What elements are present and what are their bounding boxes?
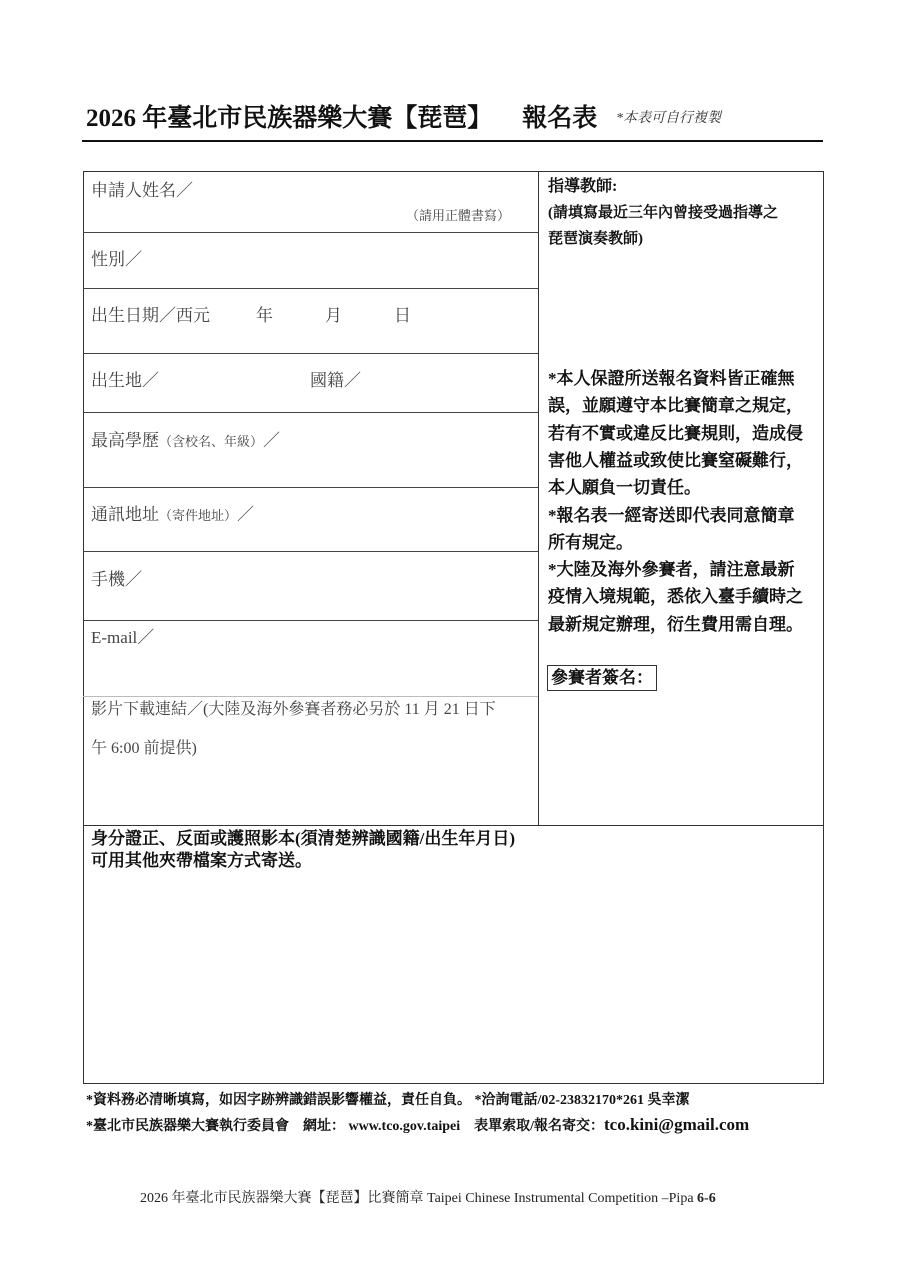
- submit-label: 表單索取/報名寄交：: [474, 1119, 604, 1134]
- address-label: 通訊地址: [91, 505, 159, 524]
- page-number: 6-6: [697, 1191, 716, 1206]
- declaration-line: 所有規定。: [548, 532, 633, 552]
- footer-note: *資料務必清晰填寫，如因字跡辨識錯誤影響權益，責任自負。 *洽詢電話/02-23832170*261 吳幸潔: [86, 1093, 690, 1108]
- page-footer: [140, 1187, 716, 1207]
- row-divider: [83, 412, 538, 413]
- id-copy-section[interactable]: [91, 828, 515, 872]
- video-link-note: 午 6:00 前提供): [91, 740, 197, 757]
- copy-note: *本表可自行複製: [616, 111, 721, 126]
- address-hint: （寄件地址）: [159, 508, 238, 523]
- row-divider: [83, 551, 538, 552]
- teacher-title: 指導教師:: [548, 178, 618, 195]
- dob-label: 出生日期／西元: [91, 306, 210, 325]
- teacher-hint-2: 琵琶演奏教師): [548, 231, 643, 247]
- dob-month: 月: [325, 306, 342, 325]
- committee-label: *臺北市民族器樂大賽執行委員會 網址：: [86, 1119, 345, 1134]
- declaration-line: 誤，並願遵守本比賽簡章之規定，: [548, 396, 803, 416]
- gender-field[interactable]: 性別／: [91, 250, 142, 269]
- name-field[interactable]: 申請人姓名／: [91, 181, 193, 200]
- birthplace-field[interactable]: 出生地／: [91, 371, 159, 390]
- education-field[interactable]: [91, 426, 280, 451]
- website-link[interactable]: www.tco.gov.taipei: [348, 1119, 461, 1134]
- email-field[interactable]: E-mail／: [91, 628, 155, 647]
- declaration-line: 本人願負一切責任。: [548, 478, 701, 498]
- declaration-line: 疫情入境規範，悉依入臺手續時之: [548, 587, 803, 607]
- id-note-1: 身分證正、反面或護照影本(須清楚辨識國籍/出生年月日): [91, 829, 516, 848]
- teacher-hint: (請填寫最近三年內曾接受過指導之: [548, 205, 778, 221]
- title-divider: [82, 140, 823, 142]
- dob-field[interactable]: [91, 301, 411, 326]
- footer-contact: [86, 1115, 749, 1135]
- id-note-2: 可用其他夾帶檔案方式寄送。: [91, 851, 312, 870]
- contact-email[interactable]: tco.kini@gmail.com: [604, 1115, 750, 1134]
- declaration-line: 若有不實或違反比賽規則，造成侵: [548, 423, 803, 443]
- page-title: [86, 98, 597, 134]
- name-hint: （請用正體書寫）: [406, 208, 511, 223]
- row-divider: [83, 487, 538, 488]
- education-hint: （含校名、年級）: [159, 434, 264, 449]
- row-divider: [83, 620, 538, 621]
- row-divider: [83, 353, 538, 354]
- title-main: 2026 年臺北市民族器樂大賽【琵琶】: [86, 105, 493, 132]
- education-label: 最高學歷: [91, 431, 159, 450]
- declaration-line: *本人保證所送報名資料皆正確無: [548, 369, 795, 388]
- nationality-field[interactable]: 國籍／: [310, 371, 361, 390]
- video-link-field[interactable]: 影片下載連結／(大陸及海外參賽者務必另於 11 月 21 日下: [91, 701, 496, 718]
- dob-year: 年: [256, 306, 273, 325]
- page-footer-text: 2026 年臺北市民族器樂大賽【琵琶】比賽簡章 Taipei Chinese Instrumental Competition –Pipa: [140, 1191, 694, 1206]
- address-suffix: ／: [237, 505, 255, 524]
- mobile-field[interactable]: 手機／: [91, 570, 142, 589]
- education-suffix: ／: [263, 431, 281, 450]
- address-field[interactable]: [91, 500, 254, 525]
- dob-day: 日: [394, 306, 411, 325]
- title-form: 報名表: [522, 105, 598, 132]
- column-divider: [538, 171, 539, 825]
- declaration-line: 害他人權益或致使比賽窒礙難行，: [548, 450, 803, 470]
- declaration-line: *大陸及海外參賽者，請注意最新: [548, 560, 795, 580]
- row-divider: [83, 288, 538, 289]
- row-divider: [83, 232, 538, 233]
- signature-field[interactable]: 參賽者簽名：: [547, 665, 657, 691]
- declaration-line: 最新規定辦理，衍生費用需自理。: [548, 614, 803, 634]
- section-divider: [83, 825, 824, 826]
- declaration-line: *報名表一經寄送即代表同意簡章: [548, 505, 795, 525]
